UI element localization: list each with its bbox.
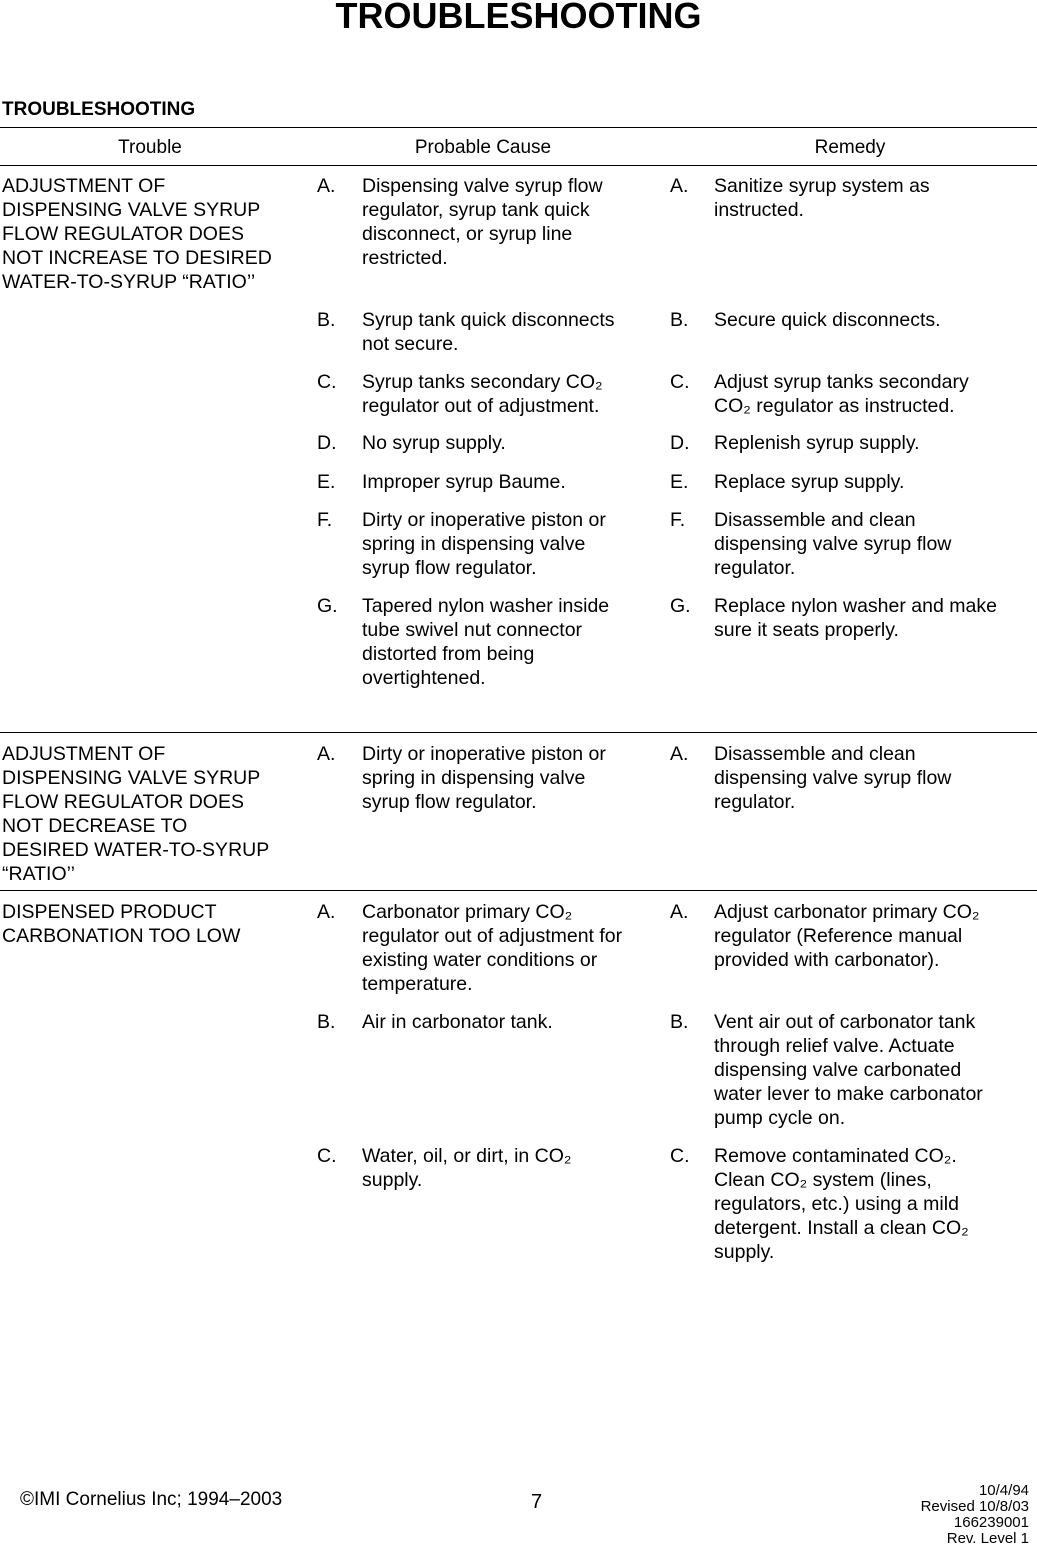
remedy-letter: D. [670, 432, 690, 454]
remedy-letter: G. [670, 595, 691, 617]
remedy-text: Secure quick disconnects. [714, 309, 941, 331]
cause-letter: C. [317, 1145, 337, 1167]
cause-text: Improper syrup Baume. [362, 471, 566, 493]
footer-doc-info [921, 1483, 1029, 1547]
remedy-text: Replace syrup supply. [714, 471, 905, 493]
section-title: TROUBLESHOOTING [2, 99, 196, 120]
remedy-letter: A. [670, 901, 689, 923]
cause-letter: E. [317, 471, 336, 493]
cause-text: Dirty or inoperative piston or spring in dispensing valve syrup flow regulator. [362, 743, 606, 813]
remedy-text: Disassemble and clean dispensing valve syrup flow regulator. [714, 743, 952, 813]
remedy-letter: C. [670, 1145, 690, 1167]
cause-letter: A. [317, 743, 336, 765]
cause-text: Syrup tanks secondary CO₂ regulator out of adjustment. [362, 371, 603, 417]
trouble-1: ADJUSTMENT OF DISPENSING VALVE SYRUP FLOW REGULATOR DOES NOT INCREASE TO DESIRED WATER-TO-SYRUP “RATIO’’ [2, 175, 272, 293]
cause-text: Dirty or inoperative piston or spring in dispensing valve syrup flow regulator. [362, 509, 606, 579]
remedy-letter: A. [670, 175, 689, 197]
remedy-text: Disassemble and clean dispensing valve syrup flow regulator. [714, 509, 952, 579]
page-title: TROUBLESHOOTING [335, 0, 702, 36]
cause-letter: D. [317, 432, 337, 454]
cause-letter: B. [317, 309, 336, 331]
remedy-text: Replenish syrup supply. [714, 432, 920, 454]
cause-letter: A. [317, 901, 336, 923]
footer-date: 10/4/94 [978, 1482, 1029, 1499]
remedy-text: Sanitize syrup system as instructed. [714, 175, 930, 221]
remedy-text: Adjust carbonator primary CO₂ regulator (Reference manual provided with carbonator). [714, 901, 980, 971]
cause-text: Tapered nylon washer inside tube swivel nut connector distorted from being overtightened. [362, 595, 610, 689]
group-divider [0, 732, 1037, 733]
footer-page-number: 7 [531, 1491, 543, 1513]
remedy-text: Vent air out of carbonator tank through relief valve. Actuate dispensing valve carbonated water lever to make carbonator pump cycle on. [714, 1011, 983, 1129]
footer-rev-level: Rev. Level 1 [946, 1530, 1029, 1547]
cause-letter: G. [317, 595, 338, 617]
header-top-rule [0, 127, 1037, 128]
remedy-letter: C. [670, 371, 690, 393]
cause-letter: B. [317, 1011, 336, 1033]
cause-text: Air in carbonator tank. [362, 1011, 553, 1033]
cause-text: Syrup tank quick disconnects not secure. [362, 309, 615, 355]
header-bottom-rule [0, 165, 1037, 166]
remedy-letter: B. [670, 309, 689, 331]
remedy-letter: F. [670, 509, 686, 531]
footer-copyright: ©IMI Cornelius Inc; 1994–2003 [20, 1489, 283, 1510]
cause-text: Water, oil, or dirt, in CO₂ supply. [362, 1145, 572, 1191]
remedy-text: Replace nylon washer and make sure it seats properly. [714, 595, 997, 641]
trouble-3: DISPENSED PRODUCT CARBONATION TOO LOW [2, 901, 241, 947]
cause-text: Dispensing valve syrup flow regulator, syrup tank quick disconnect, or syrup line restricted. [362, 175, 603, 269]
cause-text: No syrup supply. [362, 432, 506, 454]
remedy-text: Remove contaminated CO₂. Clean CO₂ system (lines, regulators, etc.) using a mild detergent. Install a clean CO₂ supply. [714, 1145, 969, 1263]
cause-text: Carbonator primary CO₂ regulator out of adjustment for existing water conditions or temperature. [362, 901, 623, 995]
cause-letter: C. [317, 371, 337, 393]
header-trouble: Trouble [118, 137, 182, 158]
footer-revised: Revised 10/8/03 [920, 1498, 1029, 1515]
remedy-letter: B. [670, 1011, 689, 1033]
trouble-2: ADJUSTMENT OF DISPENSING VALVE SYRUP FLOW REGULATOR DOES NOT DECREASE TO DESIRED WATER-TO-SYRUP “RATIO’’ [2, 743, 270, 885]
footer-part-number: 166239001 [953, 1514, 1029, 1531]
remedy-letter: E. [670, 471, 689, 493]
group-divider [0, 890, 1037, 891]
header-probable-cause: Probable Cause [414, 137, 552, 158]
cause-letter: F. [317, 509, 333, 531]
cause-letter: A. [317, 175, 336, 197]
remedy-text: Adjust syrup tanks secondary CO₂ regulator as instructed. [714, 371, 969, 417]
remedy-letter: A. [670, 743, 689, 765]
header-remedy: Remedy [814, 137, 886, 158]
